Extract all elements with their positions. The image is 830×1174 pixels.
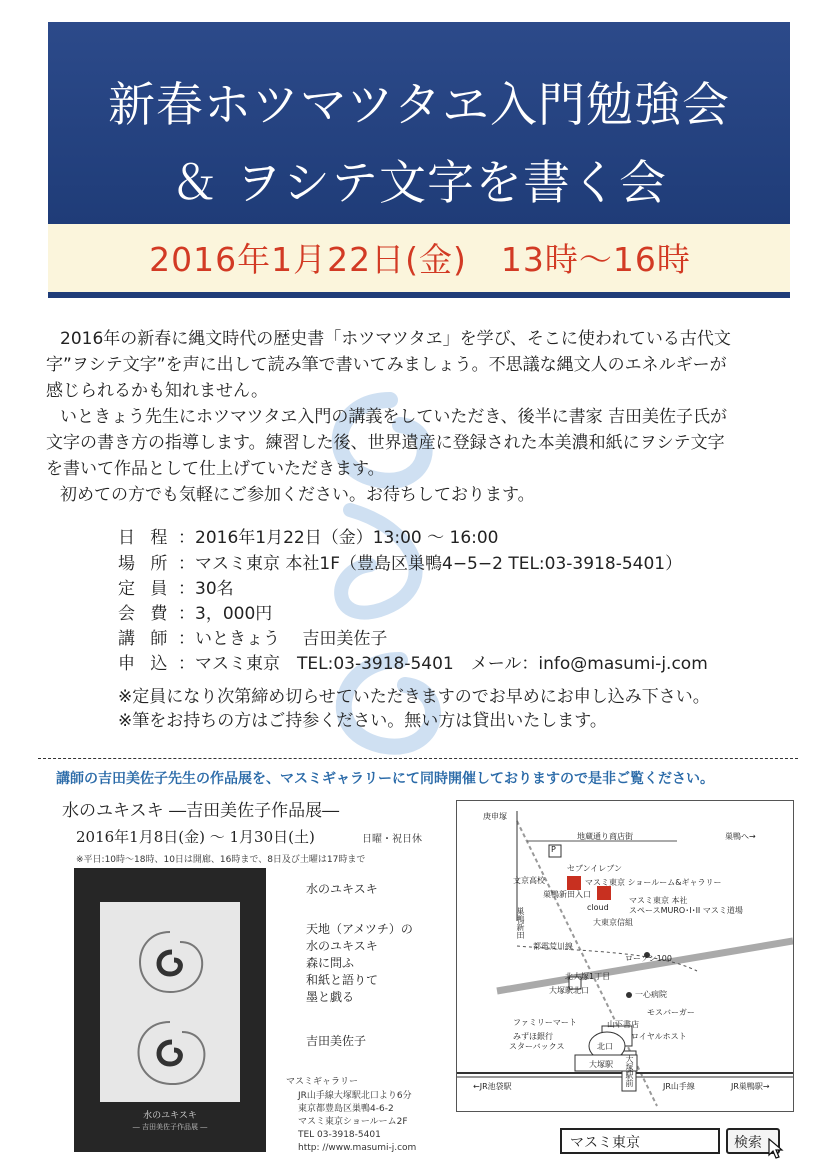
map-label: cloud [587,903,609,912]
map-label: 大塚駅北口 [549,986,589,995]
map-label: 都電荒川線 [533,942,573,951]
intro-paragraph-2-line-3: を書いて作品として仕上げていただきます。 [46,459,385,479]
gallery-url: http: //www.masumi-j.com [298,1143,417,1153]
poem-line: 水のユキスキ [306,882,378,896]
intro-paragraph-3: 初めての方でも気軽にご参加ください。お待ちしております。 [60,485,535,505]
detail-label: 会 費 [118,604,173,624]
map-label: セブンイレブン [567,864,622,873]
detail-instructors [118,627,387,651]
detail-schedule [118,526,499,550]
intro-paragraph-1-line-1: 2016年の新春に縄文時代の歴史書「ホツマツタヱ」を学び、そこに使われている古代文 [60,329,731,349]
map-label: 大東京信組 [593,918,633,927]
exhibition-hours: ※平日:10時～18時、10日は開廊、16時まで、8日及び土曜は17時まで [76,855,366,865]
poem-line: 墨と戯る [306,990,355,1004]
map-label: JR巣鴨駅→ [731,1082,770,1091]
detail-label: 場 所 [118,554,173,574]
detail-label: 日 程 [118,528,173,548]
cursor-arrow-icon [768,1138,786,1160]
detail-label: 講 師 [118,629,173,649]
intro-paragraph-2-line-2: 文字の書き方の指導します。練習した後、世界遺産に登録された本美濃和紙にヲシテ文字 [46,433,725,453]
search-input[interactable] [560,1128,720,1154]
detail-value: ：マスミ東京 TEL:03-3918-5401 メール：info@masumi-j.com [178,654,708,674]
detail-label: 申 込 [118,654,173,674]
poem-line: 森に問ふ [306,956,355,970]
parking-icon: P [551,845,556,854]
map-label: 大塚駅 [589,1060,613,1069]
map-label: 文京高校 [513,876,545,885]
map-label: 一心病院 [635,990,667,999]
map-label: 北大塚1丁目 [565,972,611,981]
map-label: スペースMURO･I･II マスミ道場 [629,906,743,915]
map-label: モスバーガー [647,1008,695,1017]
map-label: みずほ銀行 [513,1032,553,1041]
map-label: 巣鴨新田入口 [543,890,591,899]
gallery-tel: TEL 03-3918-5401 [298,1130,381,1140]
map-label: マスミ東京 ショールーム&ギャラリー [585,878,722,887]
detail-value: ：30名 [178,579,234,599]
gallery-access: JR山手線大塚駅北口より6分 [298,1091,412,1101]
map-label: スターバックス [509,1042,565,1051]
map-label: JR山手線 [663,1082,695,1091]
map-label: 山下書店 [607,1020,639,1029]
artwork-image [74,868,266,1152]
poem-line: 水のユキスキ [306,939,378,953]
intro-paragraph-1-line-2: 字”ヲシテ文字”を声に出して読み筆で書いてみましょう。不思議な縄文人のエネルギーが [46,355,727,375]
map-label: ファミリーマート [513,1018,577,1027]
access-map [456,800,794,1112]
map-label: 北口 [597,1042,613,1051]
detail-capacity [118,577,234,601]
exhibition-closed-days: 日曜・祝日休 [362,834,422,845]
detail-venue [118,552,682,576]
gallery-address: 東京都豊島区巣鴨4-6-2 [298,1104,394,1114]
exhibition-dates: 2016年1月8日(金) ～ 1月30日(土) [76,828,315,846]
map-label: ←JR池袋駅 [473,1082,512,1091]
intro-paragraph-2-line-1: いときょう先生にホツマツタヱ入門の講義をしていただき、後半に書家 吉田美佐子氏が [60,407,728,427]
detail-value: ：2016年1月22日（金）13:00 ～ 16:00 [178,528,499,548]
map-label: ローソン100 [625,954,672,963]
note-brush: ※筆をお持ちの方はご持参ください。無い方は貸出いたします。 [118,711,607,731]
poem-author: 吉田美佐子 [306,1034,367,1048]
event-date-headline: 2016年1月22日(金) 13時～16時 [149,240,691,279]
gallery-floor: マスミ東京ショールーム2F [298,1117,408,1127]
poem-line: 和紙と語りて [306,973,379,987]
map-label: マスミ東京 本社 [629,896,688,905]
note-deadline: ※定員になり次第締め切らせていただきますのでお早めにお申し込み下さい。 [118,687,710,707]
calligraphy-swirl-icon [100,902,240,1102]
gallery-announcement: 講師の吉田美佐子先生の作品展を、マスミギャラリーにて同時開催しておりますので是非ご覧ください。 [56,771,714,787]
main-title: 新春ホツマツタヱ入門勉強会 [107,78,731,133]
search-button-label: 検索 [734,1135,762,1151]
map-label: ロイヤルホスト [631,1032,687,1041]
artwork-paper [100,902,240,1102]
section-divider [38,758,798,759]
detail-label: 定 員 [118,579,173,599]
map-label: 巣鴨へ→ [725,832,756,841]
detail-value: ：マスミ東京 本社1F（豊島区巣鴨4−5−2 TEL:03-3918-5401） [178,554,683,574]
artwork-caption-title: 水のユキスキ [143,1111,197,1121]
exhibition-title: 水のユキスキ ―吉田美佐子作品展― [62,801,340,821]
sub-title: ＆ ヲシテ文字を書く会 [171,156,667,211]
intro-paragraph-1-line-3: 感じられるかも知れません。 [46,381,269,401]
detail-value: ：3，000円 [178,604,273,624]
gallery-name: マスミギャラリー [286,1077,359,1087]
detail-application [118,652,708,676]
detail-fee [118,602,272,626]
poem-line: 天地（アメツチ）の [306,922,413,936]
artwork-caption-subtitle: ― 吉田美佐子作品展 ― [132,1123,208,1131]
search-query: マスミ東京 [570,1135,640,1151]
date-banner-border [48,292,790,298]
map-label: 地蔵通り商店街 [577,832,633,841]
detail-value: ：いときょう 吉田美佐子 [178,629,388,649]
map-label: 巣鴨新田 [516,907,525,939]
map-label: 庚申塚 [483,812,507,821]
map-label: 大塚駅前 [625,1055,634,1087]
